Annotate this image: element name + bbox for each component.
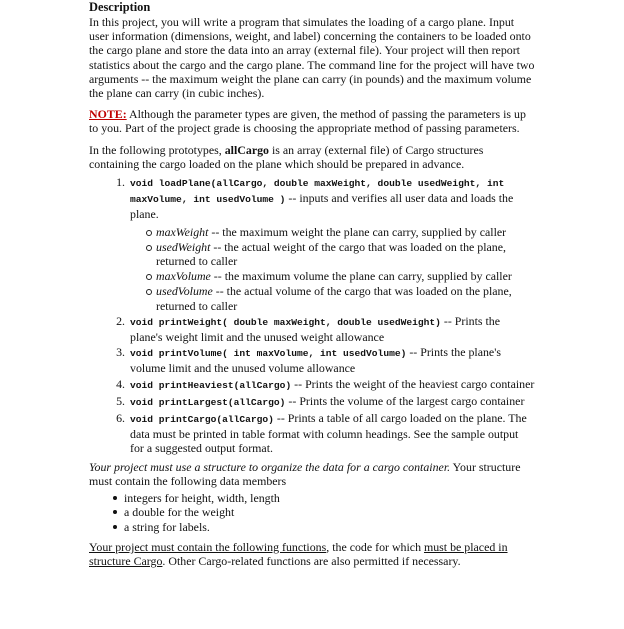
function-signature: void printHeaviest(allCargo) — [130, 379, 292, 391]
closing-text-2: . Other Cargo-related functions are also permitted if necessary. — [162, 553, 461, 568]
function-item — [128, 175, 535, 313]
parameter-name: maxVolume — [156, 269, 211, 284]
note-paragraph — [89, 107, 535, 135]
member-item: a string for labels. — [113, 520, 535, 534]
structure-paragraph — [89, 460, 535, 488]
function-signature: void printCargo(allCargo) — [130, 414, 274, 426]
structure-italic: Your project must use a structure to organize the data for a cargo container. — [89, 459, 451, 474]
function-item — [128, 411, 535, 456]
function-signature: void printVolume( int maxVolume, int usedVolume) — [130, 348, 407, 360]
member-list — [89, 491, 535, 534]
parameter-item — [146, 225, 535, 239]
parameter-item — [146, 269, 535, 283]
structure-rest: Your structure must contain the following data members — [89, 459, 521, 488]
prototypes-intro-before: In the following prototypes, — [89, 142, 225, 157]
function-item — [128, 314, 535, 344]
function-description: -- Prints the volume of the largest cargo container — [285, 393, 525, 408]
note-text: Although the parameter types are given, the method of passing the parameters is up to you. Part of the project grade is choosing the appropriate method of passing parameters. — [89, 107, 526, 136]
function-description: -- Prints the plane's volume limit and the unused volume allowance — [130, 345, 501, 376]
note-label: NOTE: — [89, 107, 127, 122]
closing-underline-2: must be placed in structure Cargo — [89, 539, 508, 568]
member-item: integers for height, width, length — [113, 491, 535, 505]
closing-text-1: , the code for which — [326, 539, 424, 554]
parameter-description: -- the actual volume of the cargo that was loaded on the plane, returned to caller — [156, 284, 512, 313]
allcargo-term: allCargo — [224, 142, 269, 157]
parameter-description: -- the actual weight of the cargo that was loaded on the plane, returned to caller — [156, 239, 507, 269]
member-item: a double for the weight — [113, 505, 535, 519]
parameter-item — [146, 284, 535, 312]
function-signature: void loadPlane(allCargo, double maxWeight, double usedWeight, int maxVolume, int usedVolume ) — [130, 178, 505, 206]
parameter-list — [130, 225, 535, 313]
function-description: -- Prints a table of all cargo loaded on the plane. The data must be printed in table format with column headings. See the sample output for a suggested output format. — [130, 411, 527, 456]
intro-paragraph: In this project, you will write a program that simulates the loading of a cargo plane. Input user information (dimensions, weight, and label) concerning the containers to be loaded onto the cargo plane and store the data into an array (external file). Your project will then report statistics about the cargo and the cargo plane. The command line for the project will have two arguments -- the maximum weight the plane can carry (in pounds) and the maximum volume the plane can carry (in cubic inches). — [89, 15, 535, 101]
function-description: -- Prints the weight of the heaviest cargo container — [291, 376, 535, 391]
parameter-name: maxWeight — [156, 224, 209, 239]
function-signature: void printLargest(allCargo) — [130, 396, 286, 408]
closing-underline-1: Your project must contain the following functions — [89, 539, 327, 554]
parameter-name: usedVolume — [156, 284, 213, 299]
function-item — [128, 394, 535, 410]
function-item — [128, 377, 535, 393]
description-section — [89, 0, 535, 575]
parameter-item — [146, 240, 535, 268]
function-description: -- inputs and verifies all user data and loads the plane. — [130, 191, 514, 222]
function-list — [89, 175, 535, 456]
closing-paragraph — [89, 540, 535, 568]
parameter-description: -- the maximum volume the plane can carry, supplied by caller — [210, 269, 512, 284]
parameter-description: -- the maximum weight the plane can carry, supplied by caller — [208, 224, 507, 239]
prototypes-intro-after: is an array (external file) of Cargo structures containing the cargo loaded on the plane which should be prepared in advance. — [89, 142, 484, 171]
prototypes-intro — [89, 143, 535, 171]
function-description: -- Prints the plane's weight limit and the unused weight allowance — [130, 313, 501, 345]
section-title: Description — [89, 0, 151, 14]
function-signature: void printWeight( double maxWeight, double usedWeight) — [130, 316, 441, 328]
function-item — [128, 345, 535, 375]
parameter-name: usedWeight — [156, 239, 211, 254]
